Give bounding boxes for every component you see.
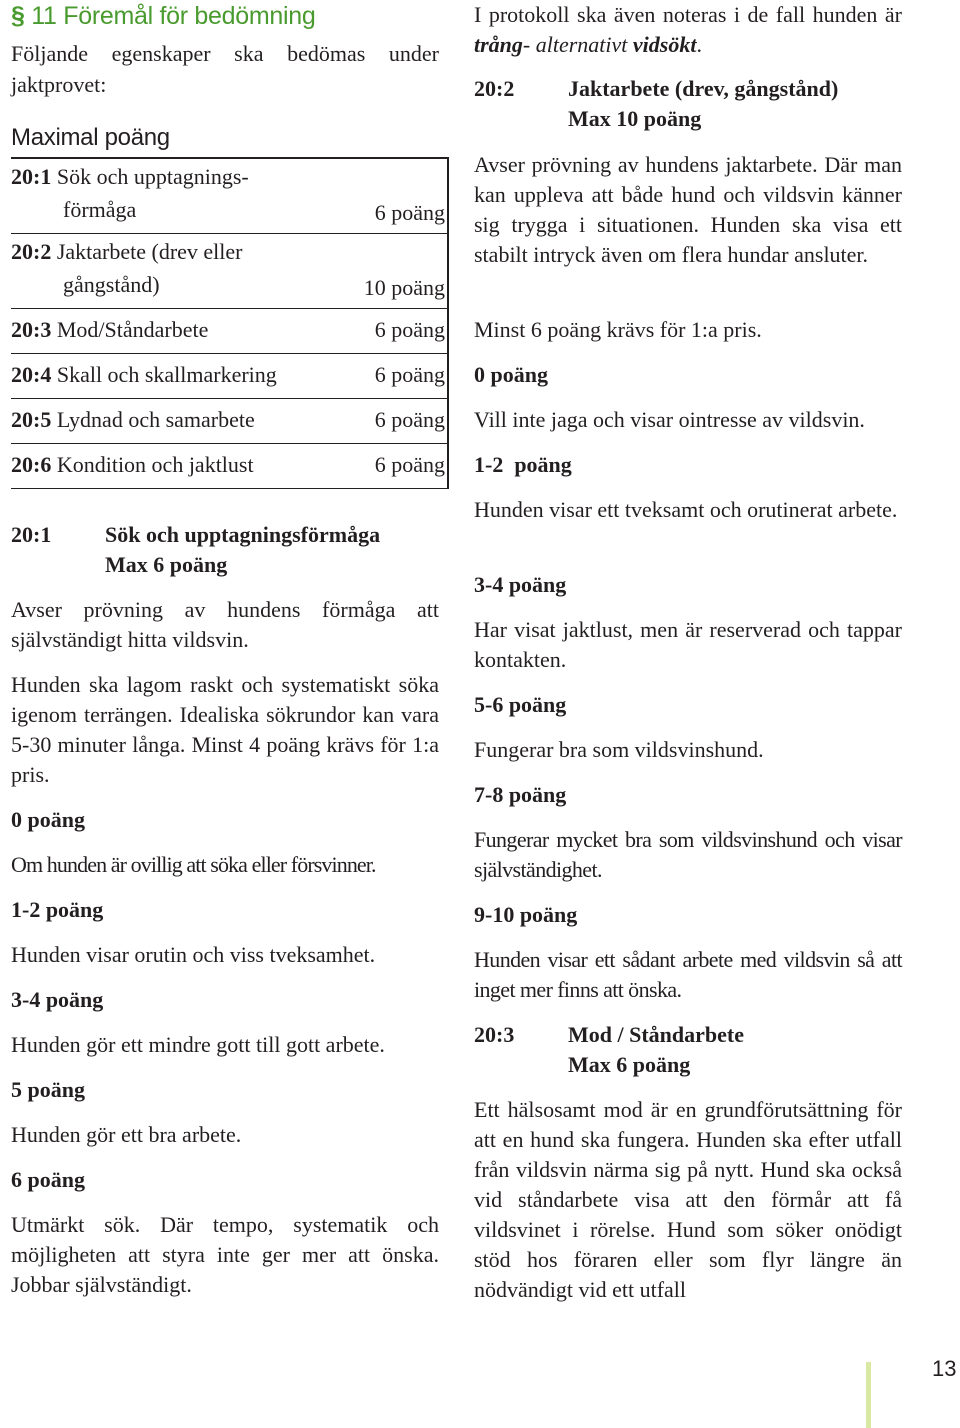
level-text: Fungerar bra som vildsvinshund. [474,737,764,762]
section-heading-text: 11 Föremål för bedömning [31,2,316,30]
level-label: 0 poäng [11,807,85,832]
subheading-20-1 [11,520,439,580]
table-row [11,159,447,234]
subheading-code: 20:3 [474,1022,515,1047]
paragraph: Minst 6 poäng krävs för 1:a pris. [474,317,762,342]
table-row [11,354,447,399]
row-code: 20:3 [11,317,52,342]
subheading-title: Mod / Ståndarbete [568,1022,744,1047]
subheading-title: Jaktarbete (drev, gångstånd) [568,76,839,101]
level-text: Hunden gör ett mindre gott till gott arbete. [11,1032,385,1057]
row-points: 10 poäng [363,275,445,300]
subheading-code: 20:1 [11,522,52,547]
row-code: 20:5 [11,407,52,432]
row-name-cont: förmåga [63,197,137,222]
row-code: 20:4 [11,362,52,387]
note-emphasis-tight: trång [474,32,523,57]
note-emphasis-alt: - alternativt [522,32,628,57]
level-text: Hunden gör ett bra arbete. [11,1122,242,1147]
row-name: Mod/Ståndarbete [56,317,209,342]
subheading-20-2 [474,74,902,134]
level-label: 3-4 poäng [474,572,567,597]
paragraph: Ett hälsosamt mod är en grundförutsättning för att en hund ska fungera. Hunden ska efter utfall från vildsvin närma sig på nytt. Hund ska också vid ståndarbete visa att den förmår att få vildsvinet i rörelse. Hund som söker onödigt stöd hos föraren eller som flyr längre än nödvändigt vid ett utfall [474,1097,902,1302]
table-row [11,234,447,309]
row-points: 6 poäng [374,200,445,225]
intro-text: Följande egenskaper ska bedömas under jaktprovet: [11,41,439,97]
note-period: . [696,32,702,57]
row-points: 6 poäng [374,317,445,342]
level-text: Hunden visar ett tveksamt och orutinerat arbete. [474,497,898,522]
subheading-max: Max 6 poäng [568,1052,691,1077]
row-name-cont: gångstånd) [63,272,160,297]
level-label: 7-8 poäng [474,782,567,807]
row-name: Skall och skallmarkering [56,362,277,387]
table-row [11,399,447,444]
level-label: 1-2 poäng [474,452,572,477]
table-row [11,309,447,354]
level-text: Utmärkt sök. Där tempo, systematik och möjligheten att styra inte ger mer att önska. Jobbar självständigt. [11,1212,439,1297]
protocol-note [474,0,902,60]
level-label: 1-2 poäng [11,897,104,922]
note-emphasis-wide: vidsökt [632,32,697,57]
subheading-max: Max 6 poäng [105,552,228,577]
row-name: Lydnad och samarbete [56,407,255,432]
row-points: 6 poäng [374,407,445,432]
paragraph: Avser prövning av hundens förmåga att självständigt hitta vildsvin. [11,597,439,652]
row-name: Kondition och jaktlust [56,452,254,477]
level-label: 5 poäng [11,1077,85,1102]
subheading-max: Max 10 poäng [568,106,702,131]
level-label: 0 poäng [474,362,548,387]
subheading-title: Sök och upptagningsförmåga [105,522,381,547]
subheading-code: 20:2 [474,76,515,101]
level-text: Vill inte jaga och visar ointresse av vildsvin. [474,407,865,432]
row-points: 6 poäng [374,452,445,477]
row-name: Jaktarbete (drev eller [56,239,243,264]
row-name: Sök och upptagnings- [56,164,249,189]
level-text: Om hunden är ovillig att söka eller försvinner. [11,852,376,877]
level-text: Fungerar mycket bra som vildsvinshund och visar självständighet. [474,827,902,882]
page-number: 13 [932,1356,957,1381]
subheading-20-3 [474,1020,902,1080]
row-code: 20:1 [11,164,52,189]
level-label: 6 poäng [11,1167,85,1192]
table-row [11,444,447,489]
row-code: 20:6 [11,452,52,477]
level-label: 9-10 poäng [474,902,578,927]
row-points: 6 poäng [374,362,445,387]
paragraph-sign: § [11,2,25,30]
level-text: Har visat jaktlust, men är reserverad och tappar kontakten. [474,617,902,672]
paragraph: Avser prövning av hundens jaktarbete. Där man kan uppleva att både hund och vildsvin känner sig trygga i situationen. Hunden ska visa ett stabilt intryck även om flera hundar ansluter. [474,152,902,267]
paragraph: Hunden ska lagom raskt och systematiskt söka igenom terrängen. Idealiska sökrundor kan vara 5-30 minuter långa. Minst 4 poäng krävs för 1:a pris. [11,672,439,787]
level-text: Hunden visar orutin och viss tveksamhet. [11,942,376,967]
max-points-title: Maximal poäng [11,124,170,151]
section-heading [11,2,315,31]
level-label: 5-6 poäng [474,692,567,717]
note-text: I protokoll ska även noteras i de fall hunden är [474,2,902,27]
page-rule [866,1362,871,1428]
row-code: 20:2 [11,239,52,264]
level-text: Hunden visar ett sådant arbete med vildsvin så att inget mer finns att önska. [474,947,902,1002]
score-table [11,157,449,489]
level-label: 3-4 poäng [11,987,104,1012]
